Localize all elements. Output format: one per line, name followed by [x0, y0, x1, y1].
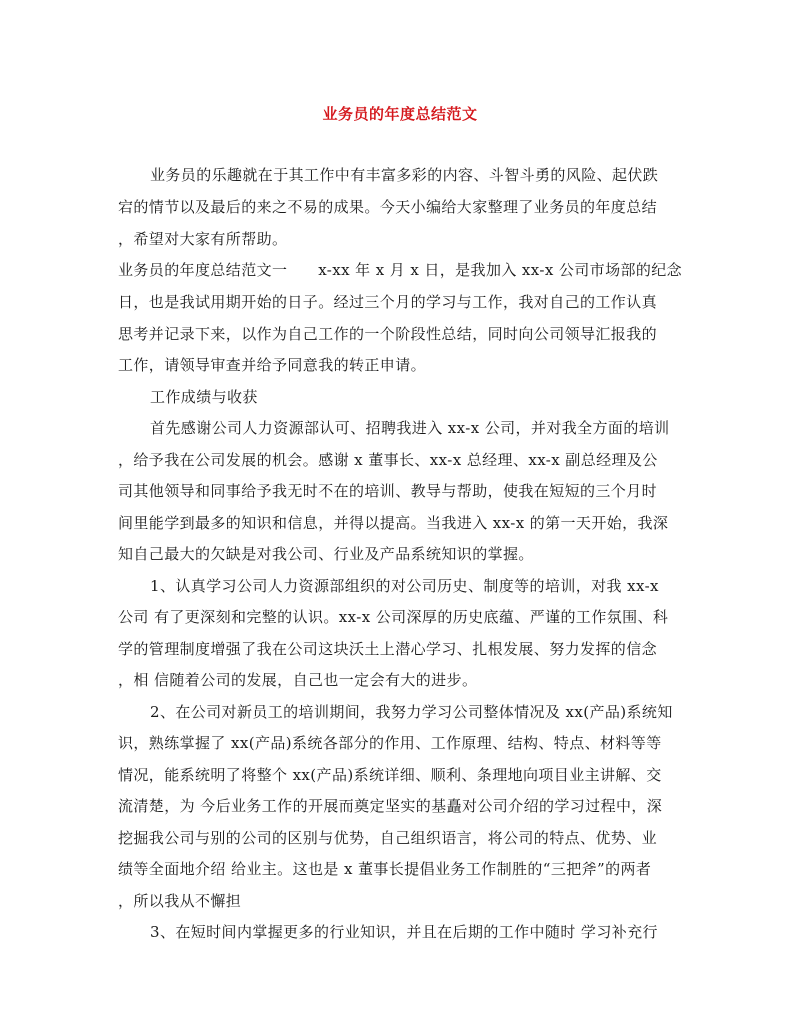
paragraph-line: ，所以我从不懈担 [118, 892, 242, 910]
section-heading: 工作成绩与收获 [150, 388, 258, 406]
paragraph-line: 流清楚，为 今后业务工作的开展而奠定坚实的基矗对公司介绍的学习过程中，深 [118, 797, 663, 815]
paragraph-line: 间里能学到最多的知识和信息，并得以提高。当我进入 xx-x 的第一天开始，我深 [118, 514, 669, 532]
paragraph-line: 2、在公司对新员工的培训期间，我努力学习公司整体情况及 xx(产品)系统知 [150, 703, 673, 721]
paragraph-line: 情况，能系统明了将整个 xx(产品)系统详细、顺利、条理地向项目业主讲解、交 [118, 766, 662, 784]
paragraph-line: 1、认真学习公司人力资源部组织的对公司历史、制度等的培训，对我 xx-x [150, 577, 659, 595]
paragraph-line: 绩等全面地介绍 给业主。这也是 x 董事长提倡业务工作制胜的“三把斧”的两者 [118, 860, 652, 878]
paragraph-line: ，希望对大家有所帮助。 [118, 230, 288, 248]
paragraph-line: 日，也是我试用期开始的日子。经过三个月的学习与工作，我对自己的工作认真 [118, 293, 658, 311]
paragraph-line: 学的管理制度增强了我在公司这块沃土上潜心学习、扎根发展、努力发挥的信念 [118, 640, 658, 658]
paragraph-line: 工作，请领导审查并给予同意我的转正申请。 [118, 356, 427, 374]
paragraph-line: 挖掘我公司与别的公司的区别与优势，自己组织语言，将公司的特点、优势、业 [118, 829, 658, 847]
paragraph-line: 公司 有了更深刻和完整的认识。xx-x 公司深厚的历史底蕴、严谨的工作氛围、科 [118, 608, 669, 626]
paragraph-line: 司其他领导和同事给予我无时不在的培训、教导与帮助，使我在短短的三个月时 [118, 482, 658, 500]
paragraph-line: ，给予我在公司发展的机会。感谢 x 董事长、xx-x 总经理、xx-x 副总经理及公 [118, 451, 658, 469]
document-title: 业务员的年度总结范文 [322, 105, 478, 123]
paragraph-line: 思考并记录下来，以作为自己工作的一个阶段性总结，同时向公司领导汇报我的 [118, 325, 658, 343]
paragraph-line: 知自己最大的欠缺是对我公司、行业及产品系统知识的掌握。 [118, 545, 534, 563]
paragraph-line: 3、在短时间内掌握更多的行业知识，并且在后期的工作中随时 学习补充行 [150, 923, 658, 941]
paragraph-line: 业务员的乐趣就在于其工作中有丰富多彩的内容、斗智斗勇的风险、起伏跌 [150, 166, 659, 184]
paragraph-line: 宕的情节以及最后的来之不易的成果。今天小编给大家整理了业务员的年度总结 [118, 198, 658, 216]
paragraph-line: 首先感谢公司人力资源部认可、招聘我进入 xx-x 公司，并对我全方面的培训 [150, 419, 670, 437]
paragraph-line: 业务员的年度总结范文一 x-xx 年 x 月 x 日，是我加入 xx-x 公司市场部的纪念 [118, 261, 683, 279]
paragraph-line: 识，熟练掌握了 xx(产品)系统各部分的作用、工作原理、结构、特点、材料等等 [118, 734, 662, 752]
paragraph-line: ，相 信随着公司的发展，自己也一定会有大的进步。 [118, 671, 478, 689]
